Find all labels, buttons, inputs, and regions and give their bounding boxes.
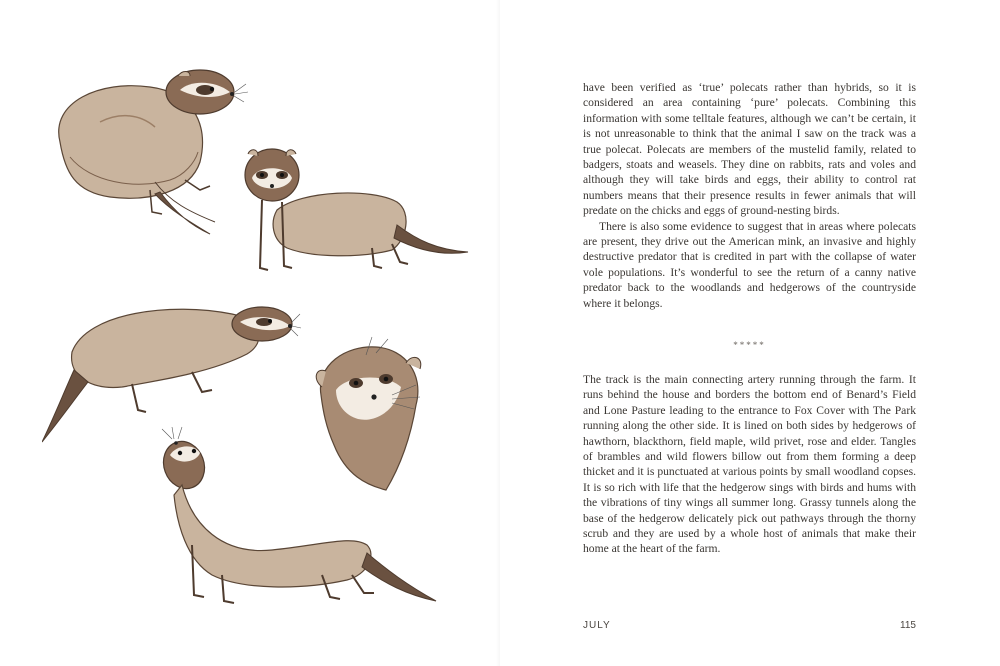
body-text-bottom [583,372,916,557]
ferret-illustration [232,140,472,285]
running-footer-month: JULY [583,620,611,631]
paragraph: There is also some evidence to suggest that in areas where polecats are present, they drive out the American mink, an invasive and highly destructive predator that is credited in part with the collapse of water vole populations. It’s wonderful to see the return of a canny native predator back to the woodlands and hedgerows of the countryside where it belongs. [583,219,916,310]
ferret-illustration [42,292,302,447]
ferret-illustration [152,425,437,610]
paragraph: have been verified as ‘true’ polecats rather than hybrids, so it is considered an area containing ‘pure’ polecats. Combining this information with some telltale features, although we can’t be certain, it is not unreasonable to think that the animal I saw on the track was a true polecat. Polecats are members of the mustelid family, related to badgers, stoats and weasels. They dine on rabbits, rats and voles and although they will take birds and eggs, their ability to control rat numbers means that their presence results in fewer animals that will predate on the chicks and eggs of ground-nesting birds. [583,81,916,218]
page-number: 115 [900,620,916,631]
body-text-top [583,80,916,311]
ferret-illustration [40,62,250,247]
paragraph: The track is the main connecting artery running through the farm. It runs behind the house and borders the bottom end of Benard’s Field and Lone Pasture leading to the entrance to Fox Cover with The Park running along the other side. It is lined on both sides by hedgerows of hawthorn, blackthorn, field maple, wild privet, rose and elder. Tangles of brambles and wild flowers billow out from them forming a deep thicket and it is punctuated at various points by small woodland copses. It is so rich with life that the hedgerow sings with birds and hums with the vibrations of tiny wings all summer long. Grassy tunnels along the base of the hedgerow delicately pick out pathways through the thorny scrub and they are used by a whole host of animals that make their home at the heart of the farm. [583,373,916,556]
section-break: ***** [733,340,766,350]
